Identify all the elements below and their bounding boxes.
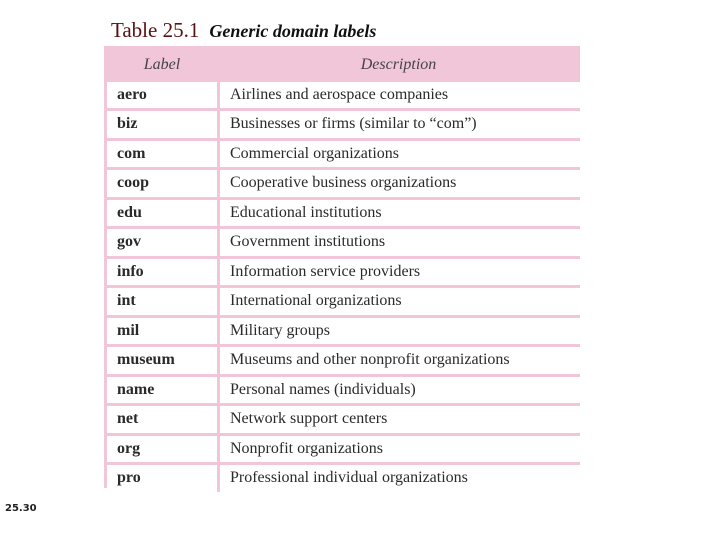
table-row [107, 347, 580, 374]
domain-label-cell: info [107, 259, 217, 286]
domain-label-cell: gov [107, 229, 217, 256]
table-row [107, 141, 580, 168]
domain-description-cell: Network support centers [217, 406, 580, 433]
domain-description-cell: Commercial organizations [217, 141, 580, 168]
table-number: Table 25.1 [111, 18, 200, 42]
domain-label-cell: biz [107, 111, 217, 138]
domain-label-cell: pro [107, 465, 217, 492]
table-row [107, 82, 580, 109]
domain-description-cell: Businesses or firms (similar to “com”) [217, 111, 580, 138]
domain-label-cell: com [107, 141, 217, 168]
table-row [107, 170, 580, 197]
table-row [107, 406, 580, 433]
table-row [107, 229, 580, 256]
domain-description-cell: Professional individual organizations [217, 465, 580, 492]
table-row [107, 200, 580, 227]
domain-description-cell: Museums and other nonprofit organizations [217, 347, 580, 374]
domain-description-cell: Government institutions [217, 229, 580, 256]
domain-label-cell: aero [107, 82, 217, 109]
header-label: Label [143, 56, 181, 74]
domain-description-cell: Airlines and aerospace companies [217, 82, 580, 109]
domain-description-cell: Educational institutions [217, 200, 580, 227]
table-caption [111, 18, 376, 43]
table-grid [107, 49, 580, 495]
table-row [107, 436, 580, 463]
slide-number: 25.30 [5, 503, 37, 514]
table-row [107, 465, 580, 492]
domain-label-cell: int [107, 288, 217, 315]
table-row [107, 318, 580, 345]
domain-description-cell: Information service providers [217, 259, 580, 286]
domain-label-cell: net [107, 406, 217, 433]
header-description: Description [360, 56, 437, 74]
table-title: Generic domain labels [209, 21, 377, 41]
table-header-row [107, 52, 580, 79]
domain-label-cell: edu [107, 200, 217, 227]
table-row [107, 259, 580, 286]
domain-description-cell: Military groups [217, 318, 580, 345]
domain-label-cell: mil [107, 318, 217, 345]
domain-description-cell: Cooperative business organizations [217, 170, 580, 197]
domain-label-cell: coop [107, 170, 217, 197]
domain-description-cell: Personal names (individuals) [217, 377, 580, 404]
domain-description-cell: Nonprofit organizations [217, 436, 580, 463]
domain-labels-table [104, 46, 580, 488]
domain-label-cell: org [107, 436, 217, 463]
table-row [107, 111, 580, 138]
table-row [107, 377, 580, 404]
table-row [107, 288, 580, 315]
domain-description-cell: International organizations [217, 288, 580, 315]
domain-label-cell: museum [107, 347, 217, 374]
domain-label-cell: name [107, 377, 217, 404]
